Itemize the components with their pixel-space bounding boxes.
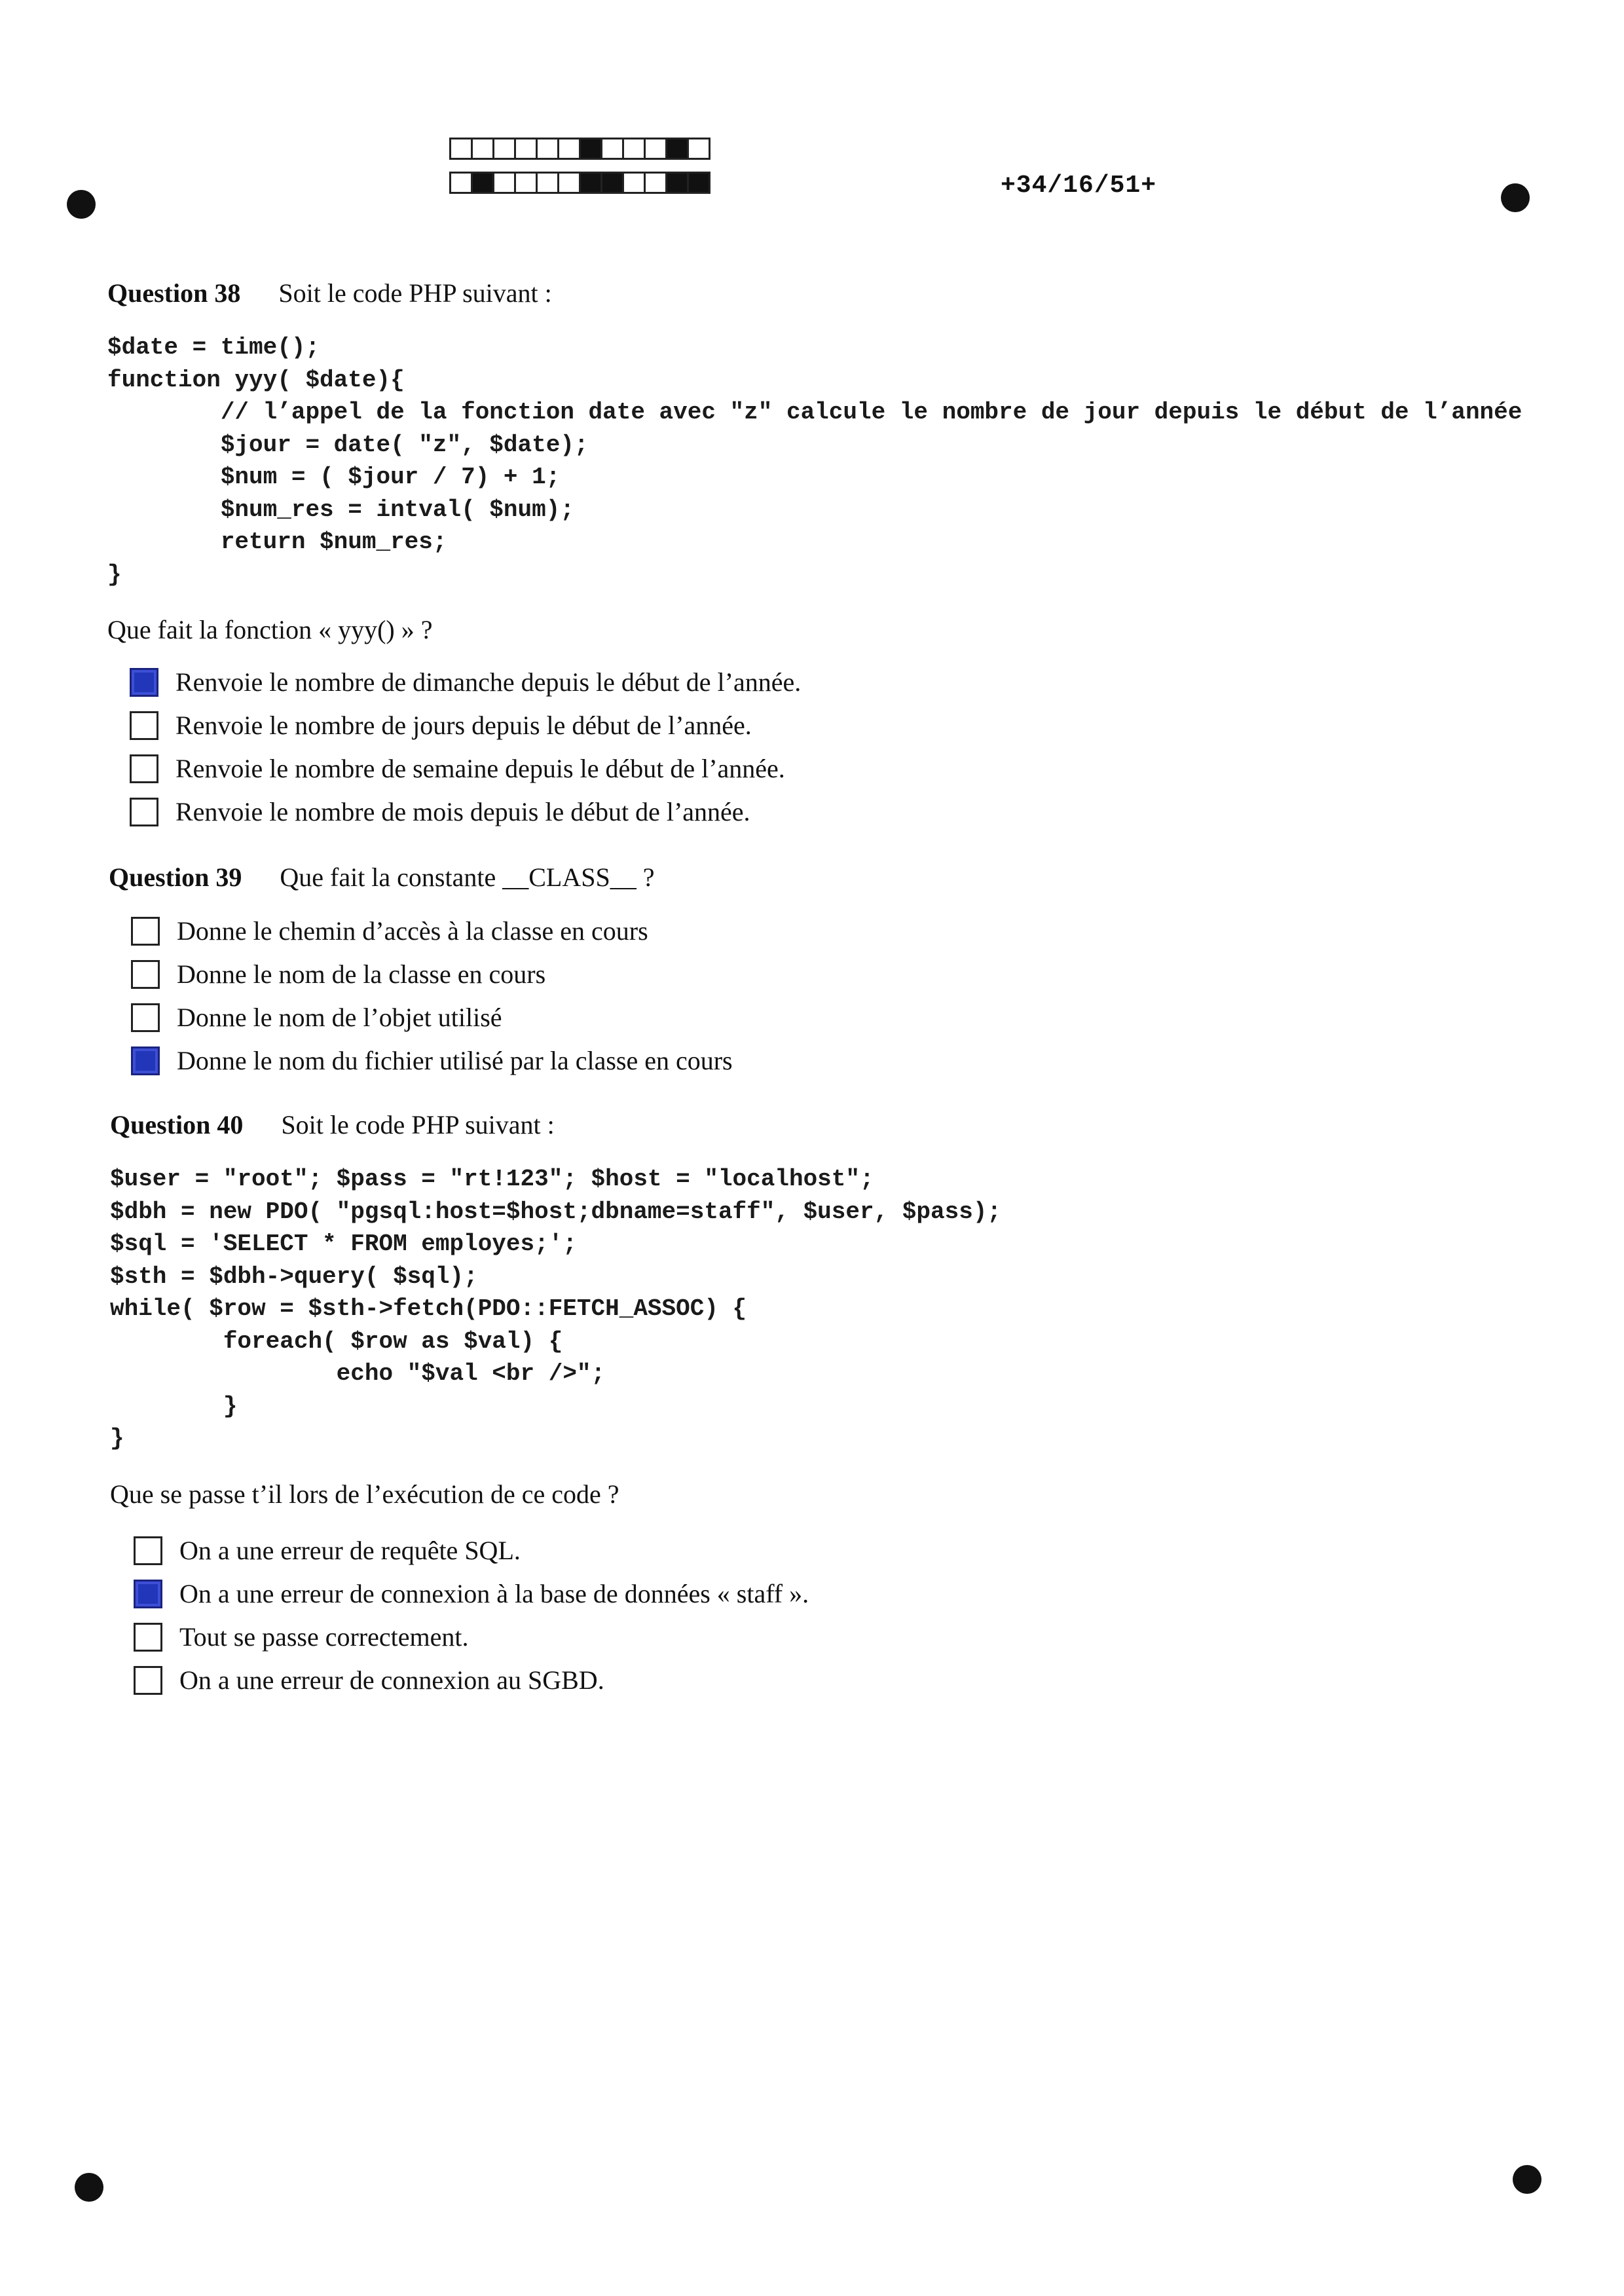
choice-q38-3[interactable] (130, 753, 785, 784)
code-line: foreach( $row as $val) { (223, 1327, 563, 1355)
question-39-header (109, 862, 654, 893)
code-line: $num_res = intval( $num); (220, 496, 574, 523)
barcode-cell (514, 172, 538, 194)
barcode-cell (536, 138, 559, 160)
code-line: $sth = $dbh->query( $sql); (110, 1263, 478, 1290)
checkbox[interactable] (131, 917, 160, 946)
code-line: // l’appel de la fonction date avec "z" calcule le nombre de jour depuis le début de l’année (220, 399, 1522, 426)
registration-mark-bottom-left (75, 2173, 103, 2202)
choice-q40-2[interactable] (134, 1578, 809, 1609)
choice-q38-2[interactable] (130, 710, 752, 741)
checkbox-checked[interactable] (134, 1580, 162, 1608)
checkbox[interactable] (131, 960, 160, 989)
barcode-cell (644, 138, 667, 160)
code-line: $date = time(); (107, 334, 320, 361)
checkbox-checked[interactable] (131, 1046, 160, 1075)
code-line: return $num_res; (220, 528, 447, 555)
checkbox[interactable] (134, 1666, 162, 1695)
choice-q40-3[interactable] (134, 1621, 468, 1652)
question-38-header (107, 278, 552, 308)
barcode-cell (492, 138, 516, 160)
code-line: $jour = date( "z", $date); (220, 431, 589, 458)
choice-label: Renvoie le nombre de jours depuis le début de l’année. (175, 711, 752, 740)
choice-label: On a une erreur de connexion au SGBD. (179, 1665, 604, 1695)
barcode-cell (471, 172, 494, 194)
checkbox[interactable] (131, 1003, 160, 1032)
code-line: function yyy( $date){ (107, 366, 405, 394)
code-line: $user = "root"; $pass = "rt!123"; $host = "localhost"; (110, 1166, 874, 1193)
choice-q39-4[interactable] (131, 1045, 733, 1076)
code-line: $num = ( $jour / 7) + 1; (220, 464, 561, 491)
choice-label: Renvoie le nombre de dimanche depuis le début de l’année. (175, 667, 802, 697)
question-text: Soit le code PHP suivant : (281, 1110, 555, 1139)
registration-mark-top-left (67, 190, 96, 219)
checkbox[interactable] (130, 754, 158, 783)
barcode-cell (449, 138, 473, 160)
question-number: Question 38 (107, 278, 241, 308)
barcode-cell (579, 138, 602, 160)
barcode-cell (665, 172, 689, 194)
checkbox-checked[interactable] (130, 668, 158, 697)
choice-q40-1[interactable] (134, 1535, 521, 1566)
checkbox[interactable] (134, 1536, 162, 1565)
barcode-cell (622, 138, 646, 160)
question-text: Que fait la constante __CLASS__ ? (280, 862, 655, 892)
code-block-q40 (110, 1163, 1001, 1455)
choice-label: Donne le nom de la classe en cours (177, 959, 546, 989)
checkbox[interactable] (130, 798, 158, 826)
question-text: Soit le code PHP suivant : (278, 278, 552, 308)
barcode-top-row (449, 138, 709, 160)
code-line: echo "$val <br />"; (336, 1360, 606, 1387)
choice-label: Tout se passe correctement. (179, 1622, 469, 1652)
choice-label: On a une erreur de requête SQL. (179, 1536, 521, 1565)
barcode-cell (492, 172, 516, 194)
barcode-cell (665, 138, 689, 160)
barcode-cell (600, 172, 624, 194)
choice-label: On a une erreur de connexion à la base de données « staff ». (179, 1579, 809, 1608)
code-line: } (110, 1425, 124, 1452)
code-line: $sql = 'SELECT * FROM employes;'; (110, 1231, 577, 1257)
checkbox[interactable] (130, 711, 158, 740)
barcode-cell (644, 172, 667, 194)
choice-q39-1[interactable] (131, 916, 648, 946)
code-block-q38 (107, 331, 1522, 591)
registration-mark-top-right (1501, 183, 1530, 212)
barcode-cell (579, 172, 602, 194)
code-line: } (107, 561, 122, 588)
choice-label: Donne le nom du fichier utilisé par la classe en cours (177, 1046, 733, 1075)
choice-label: Donne le chemin d’accès à la classe en cours (177, 916, 648, 946)
barcode-cell (557, 172, 581, 194)
code-line: $dbh = new PDO( "pgsql:host=$host;dbname=staff", $user, $pass); (110, 1198, 1002, 1225)
choice-q39-2[interactable] (131, 959, 545, 990)
code-line: while( $row = $sth->fetch(PDO::FETCH_ASSOC) { (110, 1295, 747, 1322)
barcode-cell (449, 172, 473, 194)
question-number: Question 39 (109, 862, 242, 892)
code-line: } (223, 1392, 238, 1420)
question-40-header (110, 1109, 555, 1140)
choice-label: Renvoie le nombre de semaine depuis le début de l’année. (175, 754, 785, 783)
choice-label: Renvoie le nombre de mois depuis le début de l’année. (175, 797, 750, 826)
barcode-cell (471, 138, 494, 160)
barcode-cell (687, 138, 710, 160)
question-38-prompt: Que fait la fonction « yyy() » ? (107, 615, 433, 644)
checkbox[interactable] (134, 1623, 162, 1652)
barcode-cell (622, 172, 646, 194)
choice-q39-3[interactable] (131, 1002, 502, 1033)
choice-label: Donne le nom de l’objet utilisé (177, 1003, 502, 1032)
registration-mark-bottom-right (1513, 2165, 1541, 2194)
page-code: +34/16/51+ (1001, 172, 1157, 200)
barcode-cell (600, 138, 624, 160)
barcode-cell (536, 172, 559, 194)
barcode-bottom-row (449, 172, 709, 194)
barcode-cell (514, 138, 538, 160)
barcode-cell (687, 172, 710, 194)
question-40-prompt: Que se passe t’il lors de l’exécution de ce code ? (110, 1479, 619, 1509)
choice-q38-1[interactable] (130, 667, 801, 697)
choice-q40-4[interactable] (134, 1665, 604, 1695)
question-number: Question 40 (110, 1110, 244, 1139)
choice-q38-4[interactable] (130, 796, 750, 827)
barcode-cell (557, 138, 581, 160)
